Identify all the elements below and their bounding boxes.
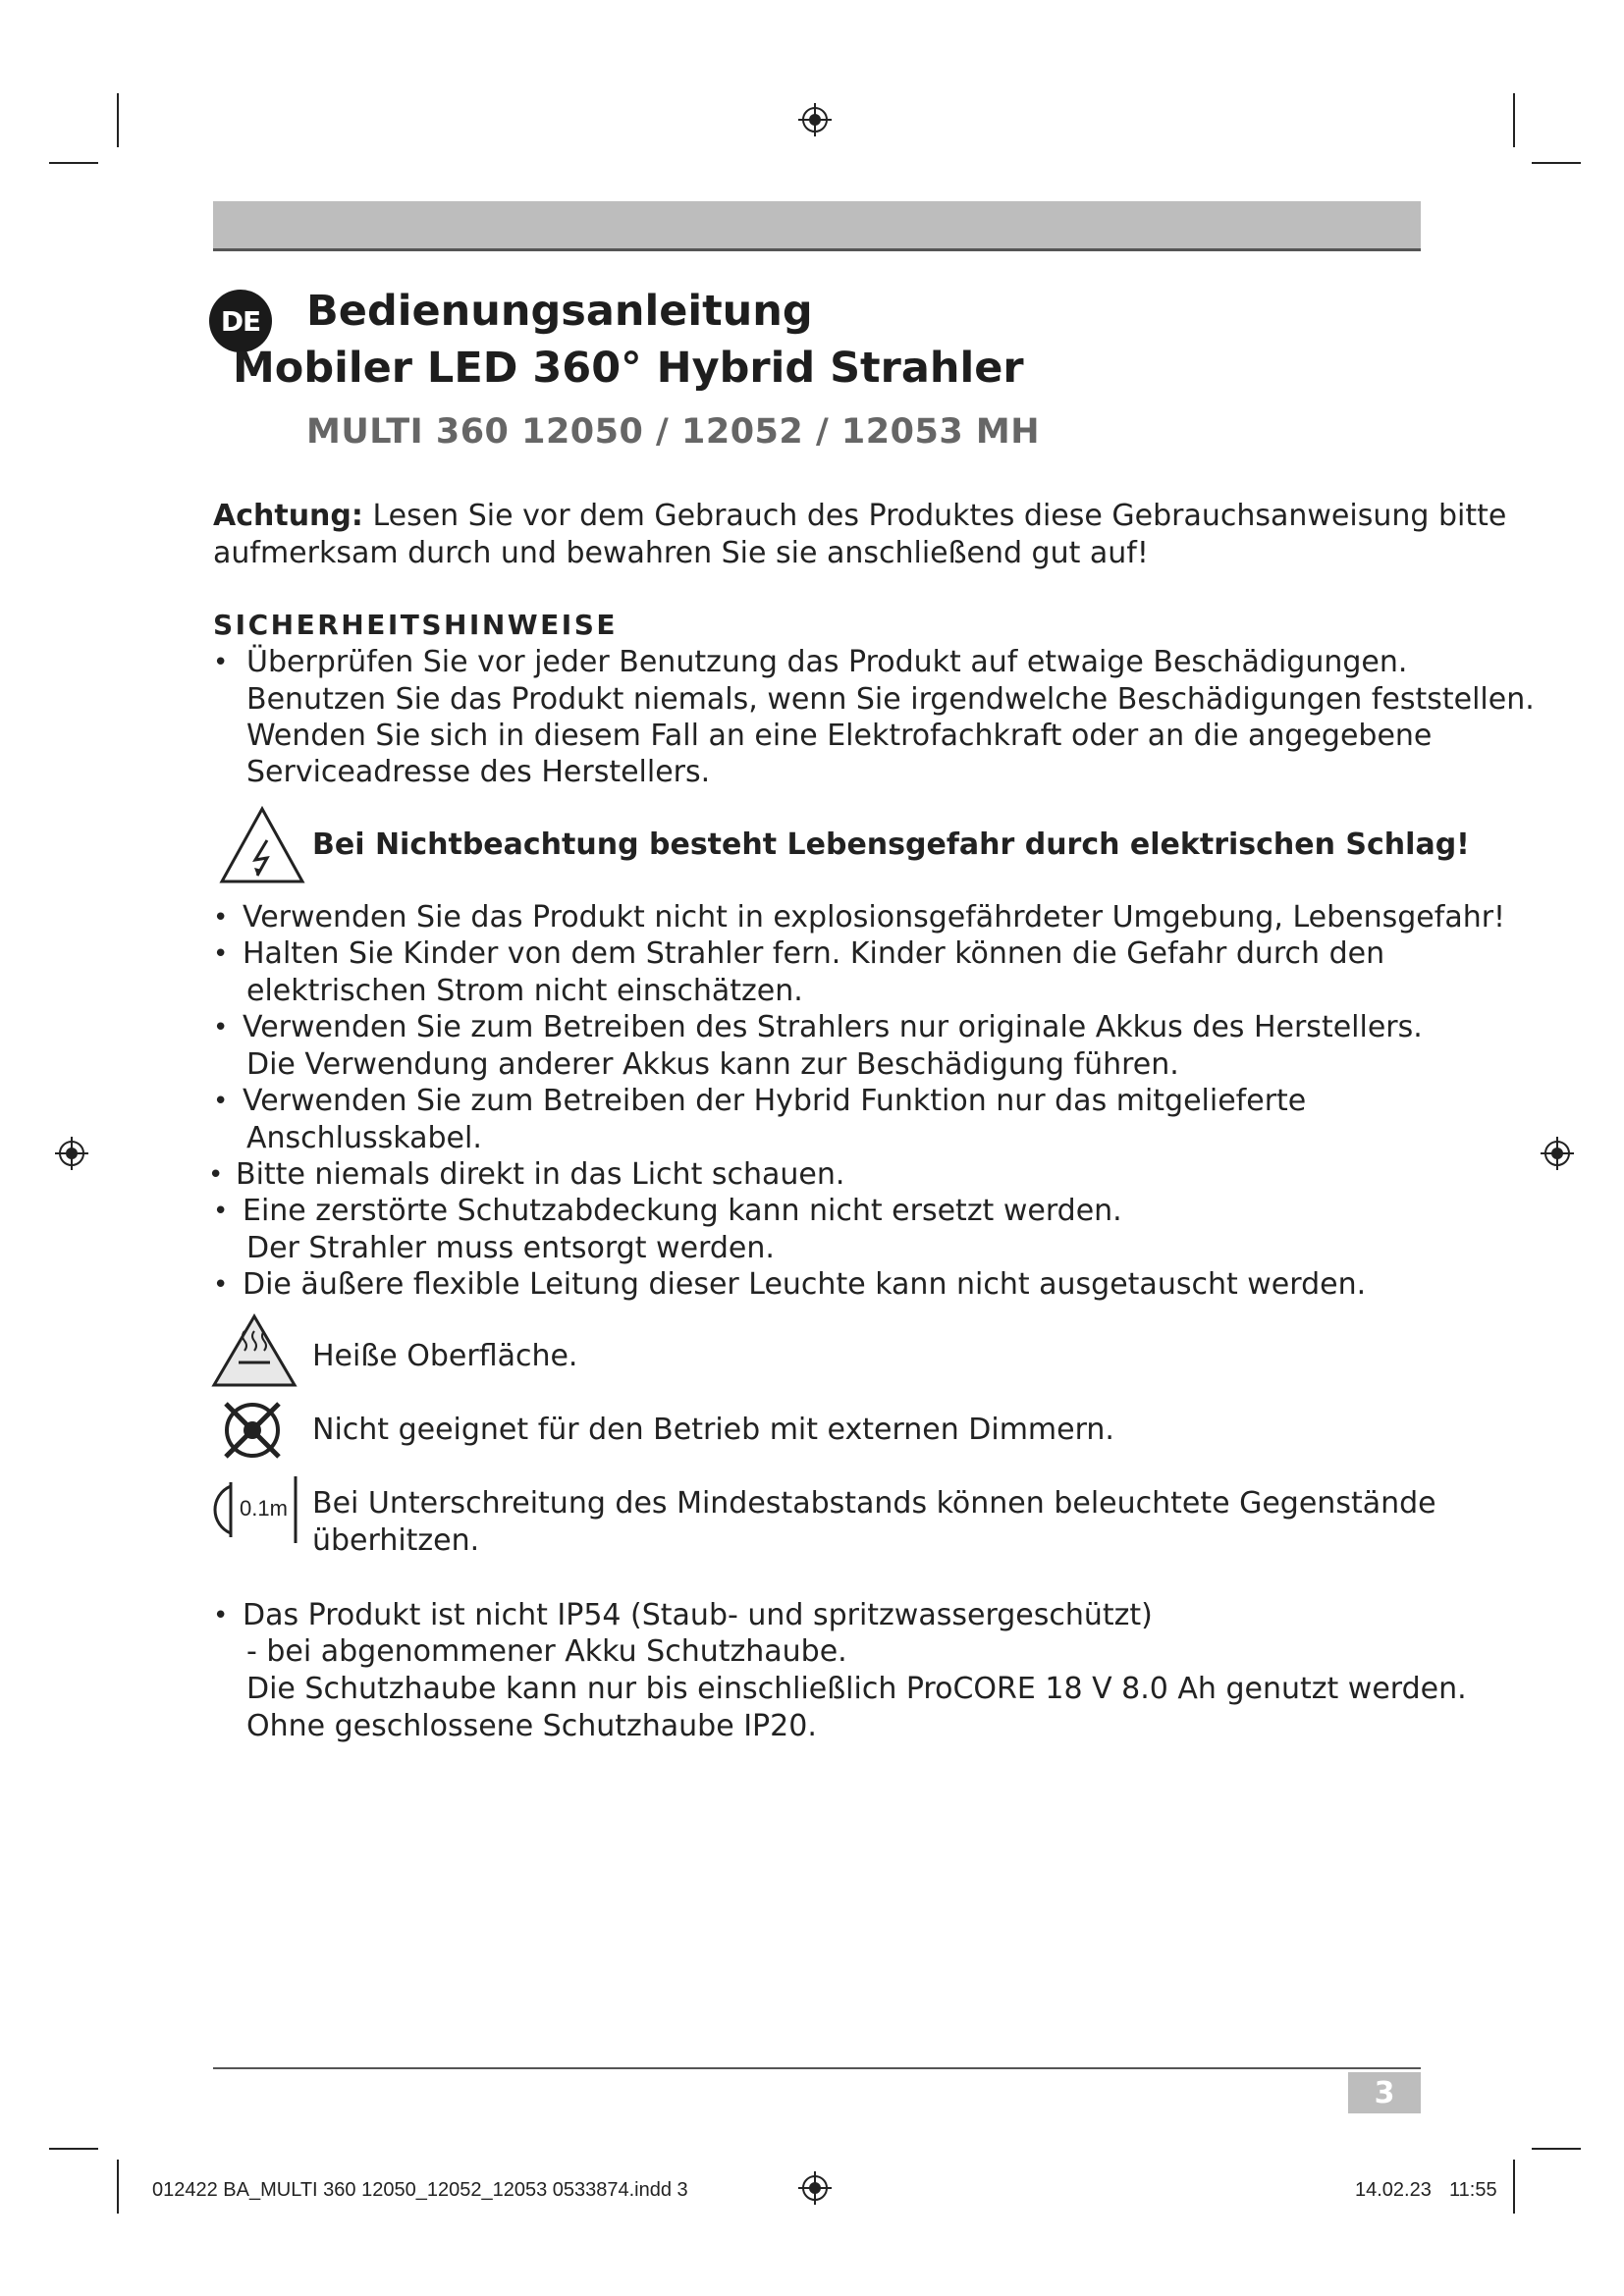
distance-text: überhitzen. xyxy=(312,1523,480,1558)
bullet-text: Das Produkt ist nicht IP54 (Staub- und spritzwassergeschützt) xyxy=(243,1598,1153,1632)
crop-mark xyxy=(117,93,119,147)
bullet-text: Überprüfen Sie vor jeder Benutzung das Produkt auf etwaige Beschädigungen. xyxy=(246,645,1408,679)
bullet-text: Anschlusskabel. xyxy=(246,1121,482,1155)
bullet-text: Verwenden Sie das Produkt nicht in explosionsgefährdeter Umgebung, Lebensgefahr! xyxy=(243,900,1506,934)
bullet-text: Bitte niemals direkt in das Licht schauen. xyxy=(236,1157,845,1192)
model-line: MULTI 360 12050 / 12052 / 12053 MH xyxy=(306,412,1040,452)
bullet-icon: • xyxy=(213,1087,229,1116)
footer-date: 14.02.23 xyxy=(1355,2179,1432,2201)
bullet-icon: • xyxy=(213,1601,229,1630)
registration-mark-icon xyxy=(797,2170,833,2206)
bullet-icon: • xyxy=(208,1160,224,1190)
bullet-icon: • xyxy=(213,939,229,969)
bullet-text: elektrischen Strom nicht einschätzen. xyxy=(246,974,803,1008)
crop-mark xyxy=(1532,2148,1581,2150)
crop-mark xyxy=(49,2148,98,2150)
footer-time: 11:55 xyxy=(1449,2179,1497,2201)
section-heading: SICHERHEITSHINWEISE xyxy=(213,609,619,641)
no-dimmer-text: Nicht geeignet für den Betrieb mit externen Dimmern. xyxy=(312,1413,1114,1447)
hot-surface-text: Heiße Oberfläche. xyxy=(312,1339,578,1373)
page-title: Bedienungsanleitung xyxy=(306,287,813,336)
intro-line xyxy=(213,498,1506,535)
intro-line: aufmerksam durch und bewahren Sie sie anschließend gut auf! xyxy=(213,536,1149,570)
distance-text: Bei Unterschreitung des Mindestabstands können beleuchtete Gegenstände xyxy=(312,1486,1436,1521)
registration-mark-icon xyxy=(54,1136,89,1171)
crop-mark xyxy=(1532,162,1581,164)
hot-surface-icon xyxy=(211,1313,298,1388)
bullet-text: Verwenden Sie zum Betreiben der Hybrid Funktion nur das mitgelieferte xyxy=(243,1084,1307,1118)
bullet-text: - bei abgenommener Akku Schutzhaube. xyxy=(246,1634,847,1669)
bullet-text: Der Strahler muss entsorgt werden. xyxy=(246,1231,775,1265)
bullet-icon: • xyxy=(213,648,229,677)
bullet-text: Die äußere flexible Leitung dieser Leuchte kann nicht ausgetauscht werden. xyxy=(243,1267,1367,1302)
crop-mark xyxy=(1513,93,1515,147)
bullet-text: Ohne geschlossene Schutzhaube IP20. xyxy=(246,1709,817,1743)
footer-rule xyxy=(213,2067,1421,2069)
bullet-icon: • xyxy=(213,1270,229,1300)
electric-shock-warning-icon xyxy=(218,805,306,885)
bullet-icon: • xyxy=(213,903,229,933)
language-badge: DE xyxy=(209,290,272,352)
crop-mark xyxy=(49,162,98,164)
intro-text: Lesen Sie vor dem Gebrauch des Produktes diese Gebrauchsanweisung bitte xyxy=(372,499,1507,533)
crop-mark xyxy=(1513,2160,1515,2214)
registration-mark-icon xyxy=(1540,1136,1575,1171)
bullet-text: Wenden Sie sich in diesem Fall an eine Elektrofachkraft oder an die angegebene xyxy=(246,719,1433,753)
bullet-text: Die Schutzhaube kann nur bis einschließlich ProCORE 18 V 8.0 Ah genutzt werden. xyxy=(246,1672,1467,1706)
distance-label: 0.1m xyxy=(240,1496,288,1521)
header-bar xyxy=(213,201,1421,251)
intro-label: Achtung: xyxy=(213,499,363,533)
footer-filename: 012422 BA_MULTI 360 12050_12052_12053 0533874.indd 3 xyxy=(152,2179,688,2201)
bullet-text: Benutzen Sie das Produkt niemals, wenn Sie irgendwelche Beschädigungen feststellen. xyxy=(246,682,1535,717)
bullet-icon: • xyxy=(213,1197,229,1226)
bullet-text: Die Verwendung anderer Akkus kann zur Beschädigung führen. xyxy=(246,1047,1179,1082)
bullet-text: Halten Sie Kinder von dem Strahler fern. Kinder können die Gefahr durch den xyxy=(243,936,1385,971)
crop-mark xyxy=(117,2160,119,2214)
bullet-text: Eine zerstörte Schutzabdeckung kann nicht ersetzt werden. xyxy=(243,1194,1122,1228)
bullet-text: Verwenden Sie zum Betreiben des Strahlers nur originale Akkus des Herstellers. xyxy=(243,1010,1423,1044)
registration-mark-icon xyxy=(797,102,833,137)
no-dimmer-icon xyxy=(218,1396,287,1465)
warning-text: Bei Nichtbeachtung besteht Lebensgefahr durch elektrischen Schlag! xyxy=(312,828,1470,862)
bullet-icon: • xyxy=(213,1013,229,1042)
page-subtitle: Mobiler LED 360° Hybrid Strahler xyxy=(233,344,1024,393)
bullet-text: Serviceadresse des Herstellers. xyxy=(246,755,711,789)
page-number: 3 xyxy=(1348,2072,1421,2113)
